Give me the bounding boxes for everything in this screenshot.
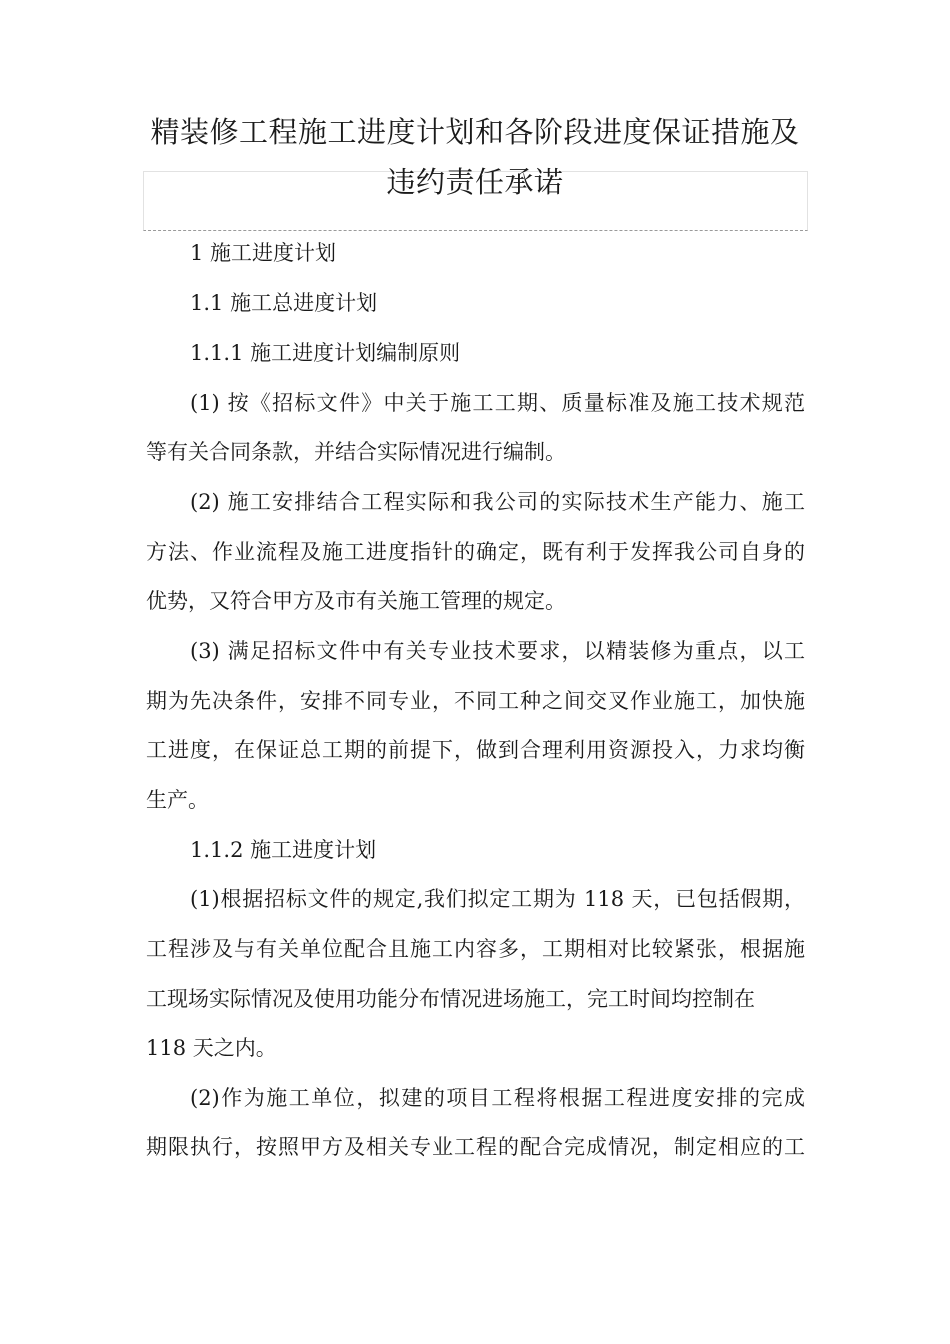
- document-title-line-1: 精装修工程施工进度计划和各阶段进度保证措施及: [150, 115, 800, 149]
- heading-1-1-1: 1.1.1 施工进度计划编制原则: [190, 341, 461, 365]
- paragraph-line: 生产。: [146, 788, 209, 812]
- paragraph-line: 工现场实际情况及使用功能分布情况进场施工，完工时间均控制在: [146, 987, 755, 1011]
- heading-1-1-2: 1.1.2 施工进度计划: [190, 838, 377, 862]
- paragraph-line: 工进度，在保证总工期的前提下，做到合理利用资源投入，力求均衡: [146, 738, 805, 762]
- paragraph-line: (3) 满足招标文件中有关专业技术要求，以精装修为重点，以工: [190, 639, 805, 663]
- paragraph-line: 等有关合同条款，并结合实际情况进行编制。: [146, 440, 566, 464]
- heading-1-1: 1.1 施工总进度计划: [190, 291, 378, 315]
- document-title-line-2: 违约责任承诺: [386, 165, 564, 199]
- paragraph-line: 118 天之内。: [146, 1036, 277, 1060]
- paragraph-line: 期为先决条件，安排不同专业，不同工种之间交叉作业施工，加快施: [146, 689, 805, 713]
- paragraph-line: (1)根据招标文件的规定,我们拟定工期为 118 天，已包括假期，: [190, 887, 805, 911]
- paragraph-line: (1) 按《招标文件》中关于施工工期、质量标准及施工技术规范: [190, 391, 805, 415]
- paragraph-line: 期限执行，按照甲方及相关专业工程的配合完成情况，制定相应的工: [146, 1135, 805, 1159]
- paragraph-line: (2)作为施工单位，拟建的项目工程将根据工程进度安排的完成: [190, 1086, 805, 1110]
- paragraph-line: 工程涉及与有关单位配合且施工内容多，工期相对比较紧张，根据施: [146, 937, 805, 961]
- heading-1: 1 施工进度计划: [190, 241, 337, 265]
- paragraph-line: (2) 施工安排结合工程实际和我公司的实际技术生产能力、施工: [190, 490, 805, 514]
- paragraph-line: 优势，又符合甲方及市有关施工管理的规定。: [146, 589, 566, 613]
- paragraph-line: 方法、作业流程及施工进度指针的确定，既有利于发挥我公司自身的: [146, 540, 805, 564]
